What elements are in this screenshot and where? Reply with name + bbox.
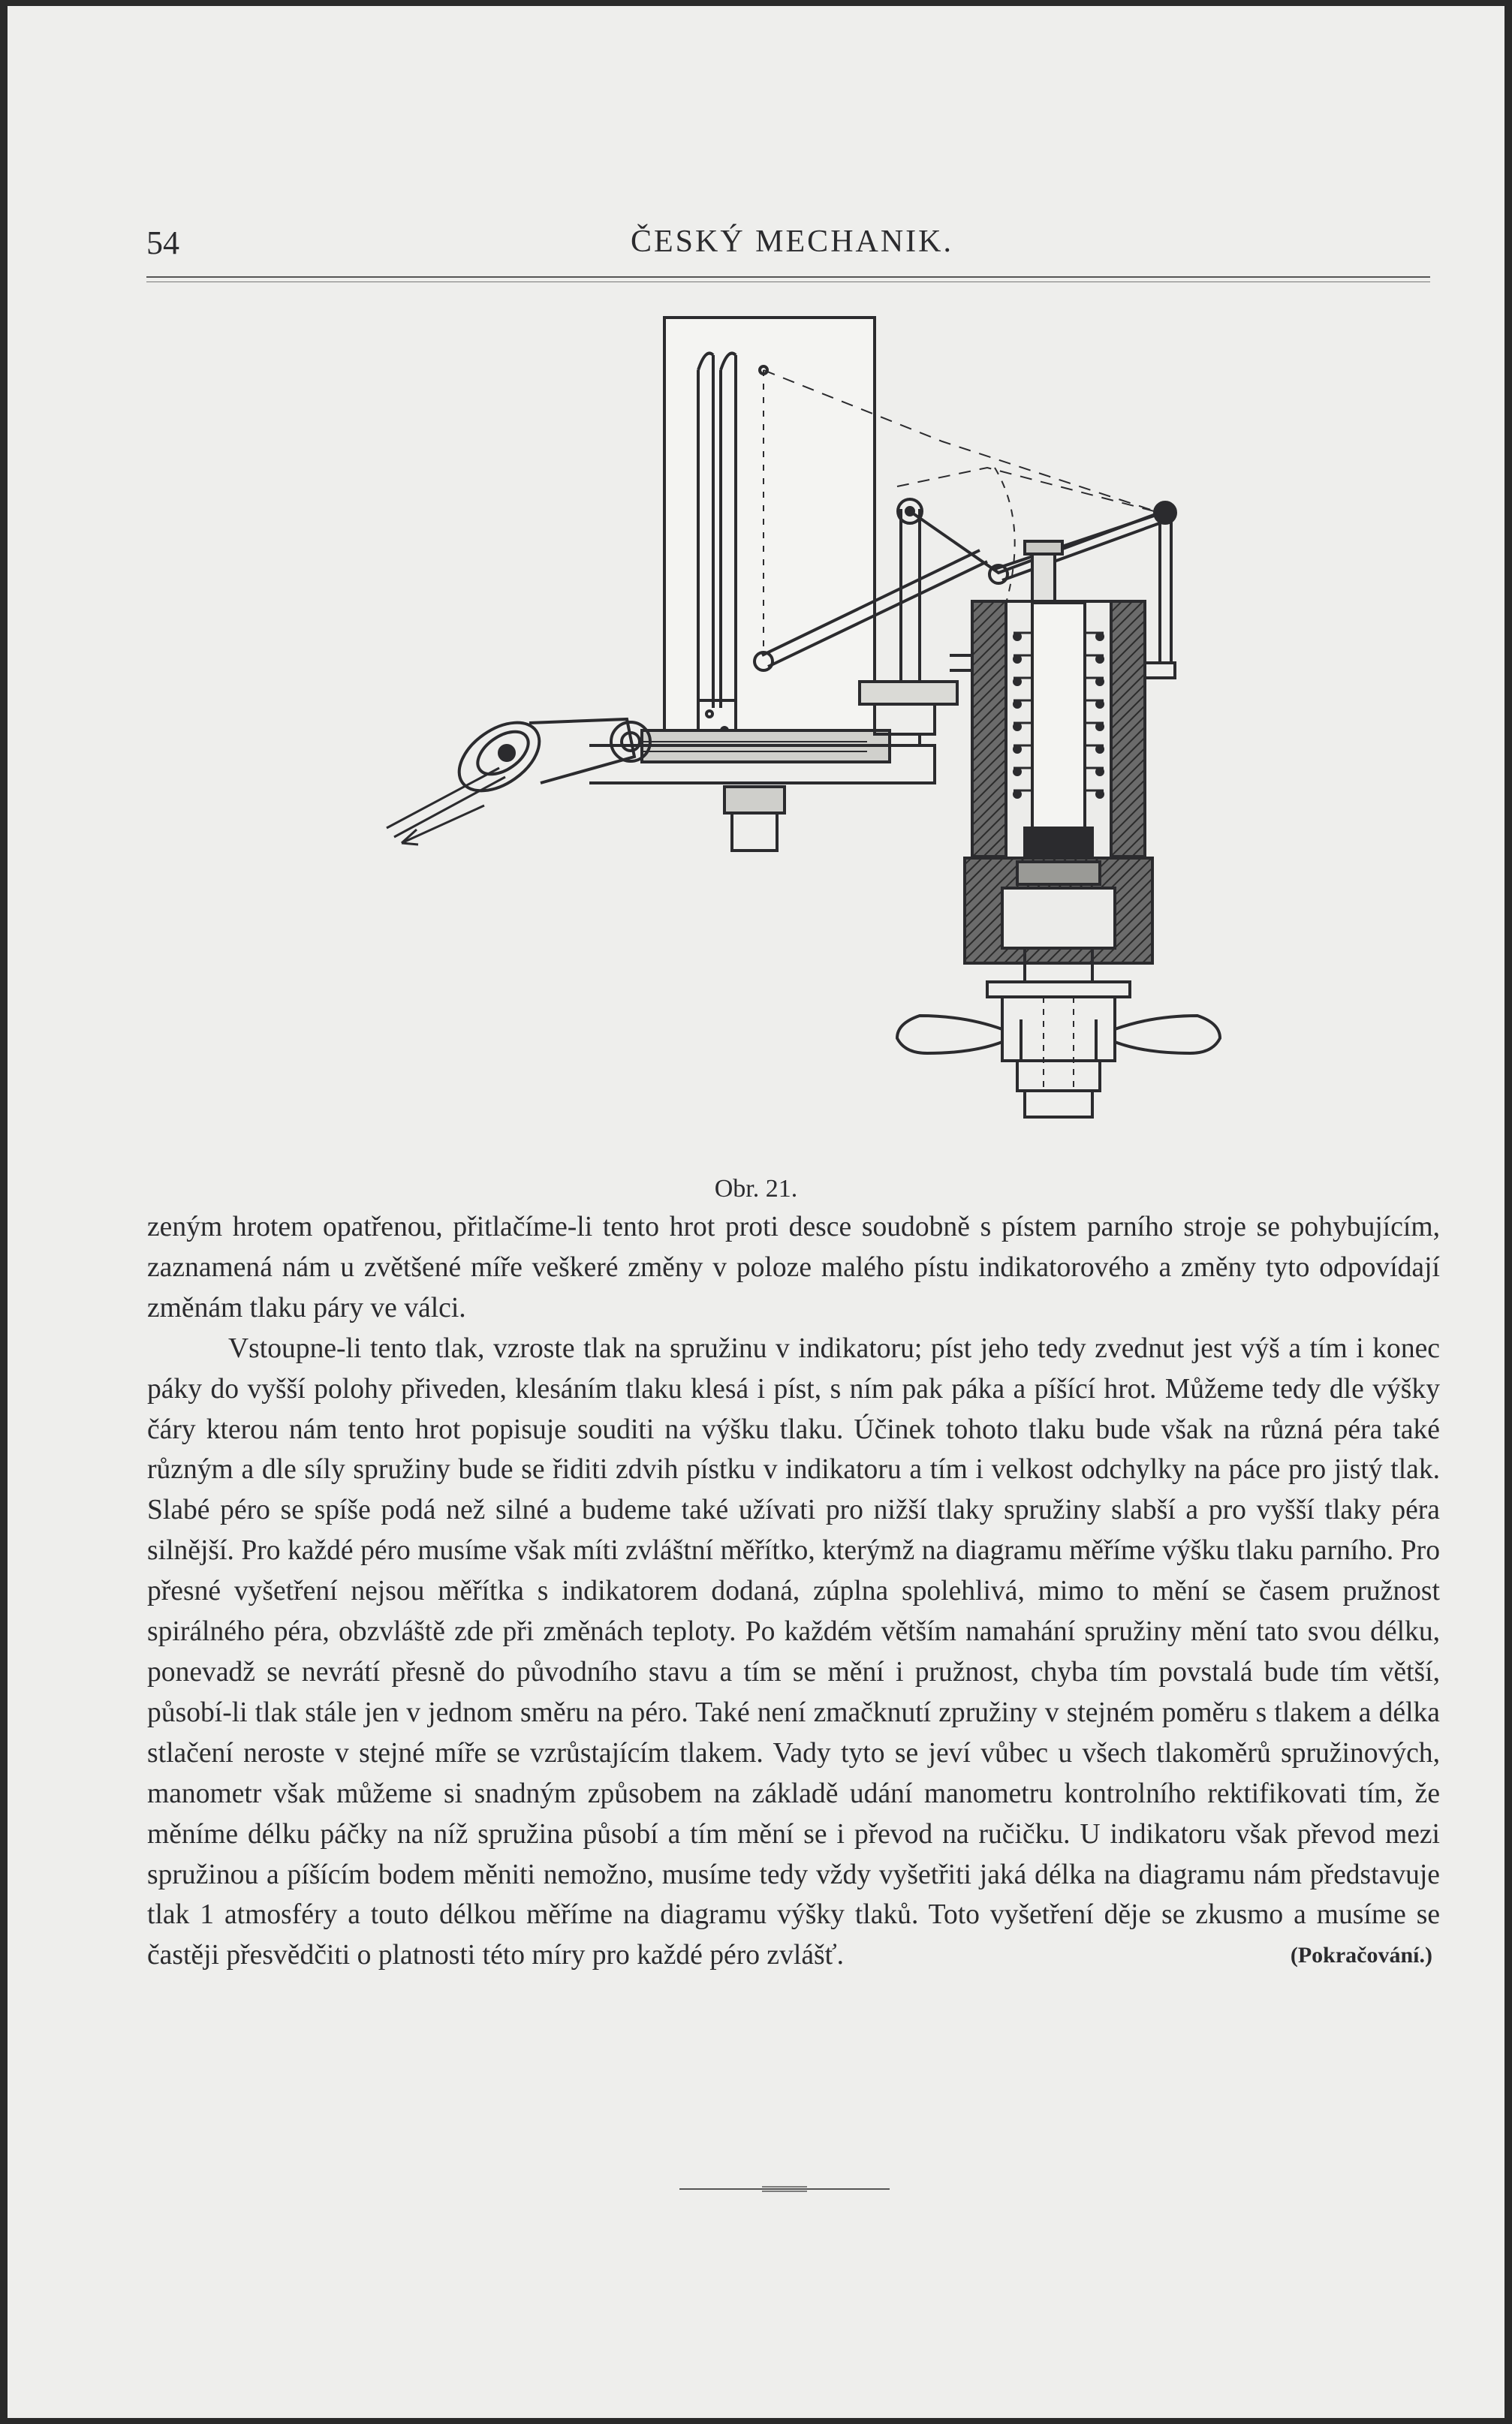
paragraph-text: Vstoupne-li tento tlak, vzroste tlak na spružinu v indikatoru; píst jeho tedy zvednut jest výš a tím i konec páky do vyšší polohy přiveden, klesáním tlaku klesá i píst, s ním pak páka a píšící hrot. Můžeme tedy dle výšky čáry kterou nám tento hrot popisuje souditi na výšku tlaku. Účinek tohoto tlaku bude však na různá péra také různým a dle síly spružiny bude se řiditi zdvih pístku v indikatoru a tím i velkost odchylky na páce pro jistý tlak. Slabé péro se spíše podá než silné a budeme také užívati pro nižší tlaky spružiny slabší a pro vyšší tlaky péra silnější. Pro každé péro musíme však míti zvláštní měřítko, kterýmž na diagramu měříme výšku tlaku parního. Pro přesné vyšetření nejsou měřítka s indikatorem dodaná, zúplna spolehlivá, mimo to mění se časem pružnost spirálného péra, obzvláště zde při změnách teploty. Po každém větším namahání spružiny mění tato svou délku, ponevadž se nevrátí přesně do původního stavu a tím se mění i pružnost, chyba tím povstalá bude tím větší, působí-li tlak stále jen v jednom směru na péro. Také není zmačknutí zpružiny v stejném poměru s tlakem a délka stlačení neroste v stejné míře se vzrůstajícím tlakem. Vady tyto se jeví vůbec u všech tlakoměrů spružinových, manometr však můžeme si snadným způsobem na základě udání manometru kontrolního rektifikovati tím, že měníme délku páčky na níž spružina působí a tím mění se i převod na ručičku. U indikatoru však převod mezi spružinou a píšícím bodem měniti nemožno, musíme tedy vždy vyšetřiti jaká délka na diagramu nám představuje tlak 1 atmosféry a touto délkou měříme na diagramu výšky tlaků. Toto vyšetření děje se zkusmo a musíme se častěji přesvědčiti o platnosti této míry pro každé péro zvlášť. — [147, 1332, 1440, 1971]
indicator-figure — [379, 303, 1224, 1166]
page — [8, 6, 1504, 2418]
article-body — [147, 1207, 1440, 1976]
header-rule — [146, 276, 1430, 282]
page-header — [146, 224, 1430, 269]
running-title: ČESKÝ MECHANIK. — [630, 224, 953, 259]
paragraph: zeným hrotem opatřenou, přitlačíme-li tento hrot proti desce soudobně s pístem parního stroje se pohybujícím, zaznamená nám u zvětšené míře veškeré změny v poloze malého pístu indikatorového a změny tyto odpovídají změnám tlaku páry ve válci. — [147, 1212, 1440, 1323]
continued-note: (Pokračování.) — [1290, 1943, 1432, 1968]
page-number: 54 — [146, 224, 179, 261]
end-ornament — [679, 2185, 890, 2193]
paper-drum — [664, 318, 875, 744]
indicator-drawing — [379, 303, 1224, 1166]
paragraph — [147, 1329, 1440, 1977]
figure-caption: Obr. 21. — [714, 1175, 798, 1203]
